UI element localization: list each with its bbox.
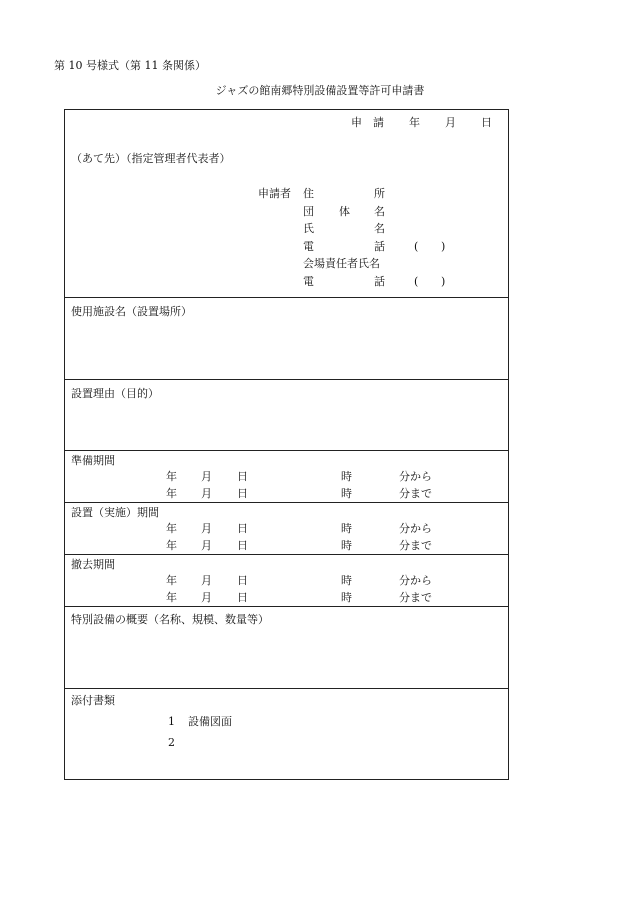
facility-label: 使用施設名（設置場所） (71, 305, 192, 318)
period-year: 年 (166, 539, 177, 552)
preparation-label: 準備期間 (71, 454, 115, 467)
divider (65, 502, 508, 503)
period-hour: 時 (341, 522, 352, 535)
period-until: 分まで (399, 487, 432, 500)
application-month: 月 (445, 116, 456, 129)
application-day: 日 (481, 116, 492, 129)
installation-label: 設置（実施）期間 (71, 506, 159, 519)
attachment-item-1-number: 1 (168, 715, 175, 728)
period-year: 年 (166, 470, 177, 483)
venue-manager-label: 会場責任者氏名 (303, 257, 380, 270)
addressee: （あて先）（指定管理者代表者） (71, 152, 231, 165)
period-month: 月 (201, 470, 212, 483)
attachments-label: 添付書類 (71, 694, 115, 707)
phone-paren-close: ) (441, 240, 446, 253)
address-label-1: 住 (303, 187, 314, 200)
period-hour: 時 (341, 574, 352, 587)
divider (65, 554, 508, 555)
period-day: 日 (237, 574, 248, 587)
divider (65, 450, 508, 451)
organization-label-1: 団 (303, 205, 314, 218)
period-month: 月 (201, 539, 212, 552)
phone-paren-open: ( (414, 240, 419, 253)
period-month: 月 (201, 591, 212, 604)
application-year: 年 (409, 116, 420, 129)
form-number: 第 10 号様式（第 11 条関係） (54, 59, 206, 72)
period-day: 日 (237, 591, 248, 604)
period-year: 年 (166, 487, 177, 500)
name-label-2: 名 (374, 222, 385, 235)
phone-label-2: 話 (374, 240, 385, 253)
period-year: 年 (166, 591, 177, 604)
manager-phone-label-2: 話 (374, 275, 385, 288)
overview-label: 特別設備の概要（名称、規模、数量等） (71, 613, 269, 626)
period-from: 分から (399, 522, 432, 535)
divider (65, 606, 508, 607)
period-month: 月 (201, 522, 212, 535)
divider (65, 379, 508, 380)
period-day: 日 (237, 487, 248, 500)
period-hour: 時 (341, 539, 352, 552)
divider (65, 297, 508, 298)
period-month: 月 (201, 574, 212, 587)
period-day: 日 (237, 539, 248, 552)
period-until: 分まで (399, 539, 432, 552)
period-from: 分から (399, 574, 432, 587)
application-form (64, 109, 509, 780)
period-month: 月 (201, 487, 212, 500)
period-hour: 時 (341, 591, 352, 604)
phone-label-1: 電 (303, 240, 314, 253)
manager-phone-label-1: 電 (303, 275, 314, 288)
organization-label-3: 名 (374, 205, 385, 218)
manager-phone-paren-close: ) (441, 275, 446, 288)
application-label: 申 請 (351, 116, 384, 129)
attachment-item-1-label: 設備図面 (188, 715, 232, 728)
period-until: 分まで (399, 591, 432, 604)
period-hour: 時 (341, 470, 352, 483)
period-day: 日 (237, 522, 248, 535)
organization-label-2: 体 (339, 205, 350, 218)
period-hour: 時 (341, 487, 352, 500)
reason-label: 設置理由（目的） (71, 387, 159, 400)
attachment-item-2-number: 2 (168, 736, 175, 749)
document-title: ジャズの館南郷特別設備設置等許可申請書 (215, 84, 425, 97)
period-year: 年 (166, 522, 177, 535)
period-day: 日 (237, 470, 248, 483)
removal-label: 撤去期間 (71, 558, 115, 571)
applicant-label: 申請者 (258, 187, 291, 200)
address-label-2: 所 (374, 187, 385, 200)
period-year: 年 (166, 574, 177, 587)
name-label-1: 氏 (303, 222, 314, 235)
divider (65, 688, 508, 689)
manager-phone-paren-open: ( (414, 275, 419, 288)
period-from: 分から (399, 470, 432, 483)
